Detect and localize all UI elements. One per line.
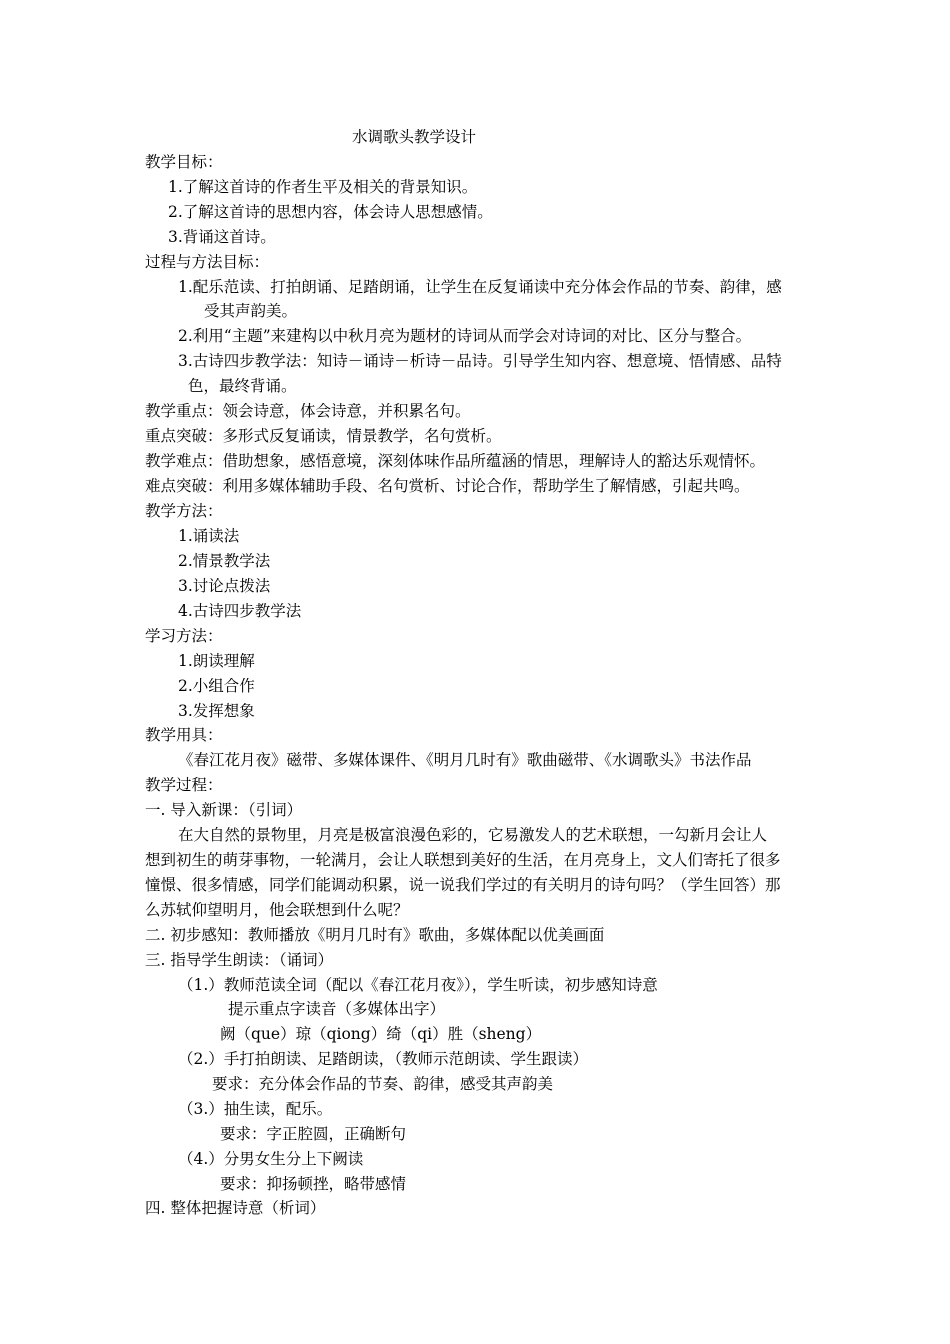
pronunciation-list: 阙（que）琼（qiong）绮（qi）胜（sheng）	[220, 1025, 542, 1043]
process-goals-heading: 过程与方法目标：	[145, 253, 270, 271]
process-goal-item: 2.利用“主题”来建构以中秋月亮为题材的诗词从而学会对诗词的对比、区分与整合。	[178, 327, 752, 345]
teaching-method-item: 1.诵读法	[178, 527, 240, 545]
learning-method-item: 1.朗读理解	[178, 652, 255, 670]
objective-item: 1.了解这首诗的作者生平及相关的背景知识。	[168, 178, 478, 196]
document-title: 水调歌头教学设计	[352, 128, 477, 146]
difficulty-breakthrough: 难点突破：利用多媒体辅助手段、名句赏析、讨论合作，帮助学生了解情感，引起共鸣。	[145, 477, 750, 495]
learning-method-item: 3.发挥想象	[178, 702, 255, 720]
teaching-method-item: 3.讨论点拨法	[178, 577, 271, 595]
section-1-heading: 一. 导入新课：（引词）	[145, 801, 303, 819]
tools-content: 《春江花月夜》磁带、多媒体课件、《明月几时有》歌曲磁带、《水调歌头》书法作品	[178, 751, 752, 769]
section-3-requirement: 要求：字正腔圆，正确断句	[220, 1125, 407, 1143]
teaching-method-item: 4.古诗四步教学法	[178, 602, 302, 620]
process-goal-item: 1.配乐范读、打拍朗诵、足踏朗诵，让学生在反复诵读中充分体会作品的节奏、韵律，感	[178, 278, 782, 296]
section-3-requirement: 要求：充分体会作品的节奏、韵律，感受其声韵美	[212, 1075, 554, 1093]
teaching-focus: 教学重点：领会诗意，体会诗意，并积累名句。	[145, 402, 471, 420]
focus-breakthrough: 重点突破：多形式反复诵读，情景教学，名句赏析。	[145, 427, 502, 445]
learning-method-item: 2.小组合作	[178, 677, 255, 695]
section-3-step: （2.）手打拍朗读、足踏朗读，（教师示范朗读、学生跟读）	[178, 1050, 589, 1068]
section-1-paragraph: 么苏轼仰望明月，他会联想到什么呢？	[145, 901, 409, 919]
teaching-method-item: 2.情景教学法	[178, 552, 271, 570]
objectives-heading: 教学目标：	[145, 153, 223, 171]
process-heading: 教学过程：	[145, 776, 223, 794]
learning-methods-heading: 学习方法：	[145, 627, 223, 645]
section-1-paragraph: 憧憬、很多情感，同学们能调动积累，说一说我们学过的有关明月的诗句吗？（学生回答）那	[145, 876, 781, 894]
process-goal-item-cont: 色，最终背诵。	[188, 377, 297, 395]
objective-item: 2.了解这首诗的思想内容，体会诗人思想感情。	[168, 203, 493, 221]
teaching-methods-heading: 教学方法：	[145, 502, 223, 520]
teaching-difficulty: 教学难点：借助想象，感悟意境，深刻体味作品所蕴涵的情思，理解诗人的豁达乐观情怀。	[145, 452, 766, 470]
section-3-step: （4.）分男女生分上下阙读	[178, 1150, 364, 1168]
section-2: 二. 初步感知：教师播放《明月几时有》歌曲，多媒体配以优美画面	[145, 926, 605, 944]
section-3-step: （1.）教师范读全词（配以《春江花月夜》），学生听读，初步感知诗意	[178, 976, 658, 994]
section-1-paragraph: 想到初生的萌芽事物，一轮满月，会让人联想到美好的生活，在月亮身上，文人们寄托了很多	[145, 851, 781, 869]
section-3-step: （3.）抽生读，配乐。	[178, 1100, 333, 1118]
section-3-note: 提示重点字读音（多媒体出字）	[228, 1000, 446, 1018]
tools-heading: 教学用具：	[145, 726, 223, 744]
objective-item: 3.背诵这首诗。	[168, 228, 276, 246]
section-4: 四. 整体把握诗意（析词）	[145, 1199, 326, 1217]
process-goal-item: 3.古诗四步教学法：知诗－诵诗－析诗－品诗。引导学生知内容、想意境、悟情感、品特	[178, 352, 782, 370]
section-3-heading: 三. 指导学生朗读：（诵词）	[145, 951, 334, 969]
section-1-paragraph: 在大自然的景物里，月亮是极富浪漫色彩的，它易激发人的艺术联想，一勾新月会让人	[178, 826, 768, 844]
section-3-requirement: 要求：抑扬顿挫，略带感情	[220, 1175, 407, 1193]
process-goal-item-cont: 受其声韵美。	[204, 302, 298, 320]
